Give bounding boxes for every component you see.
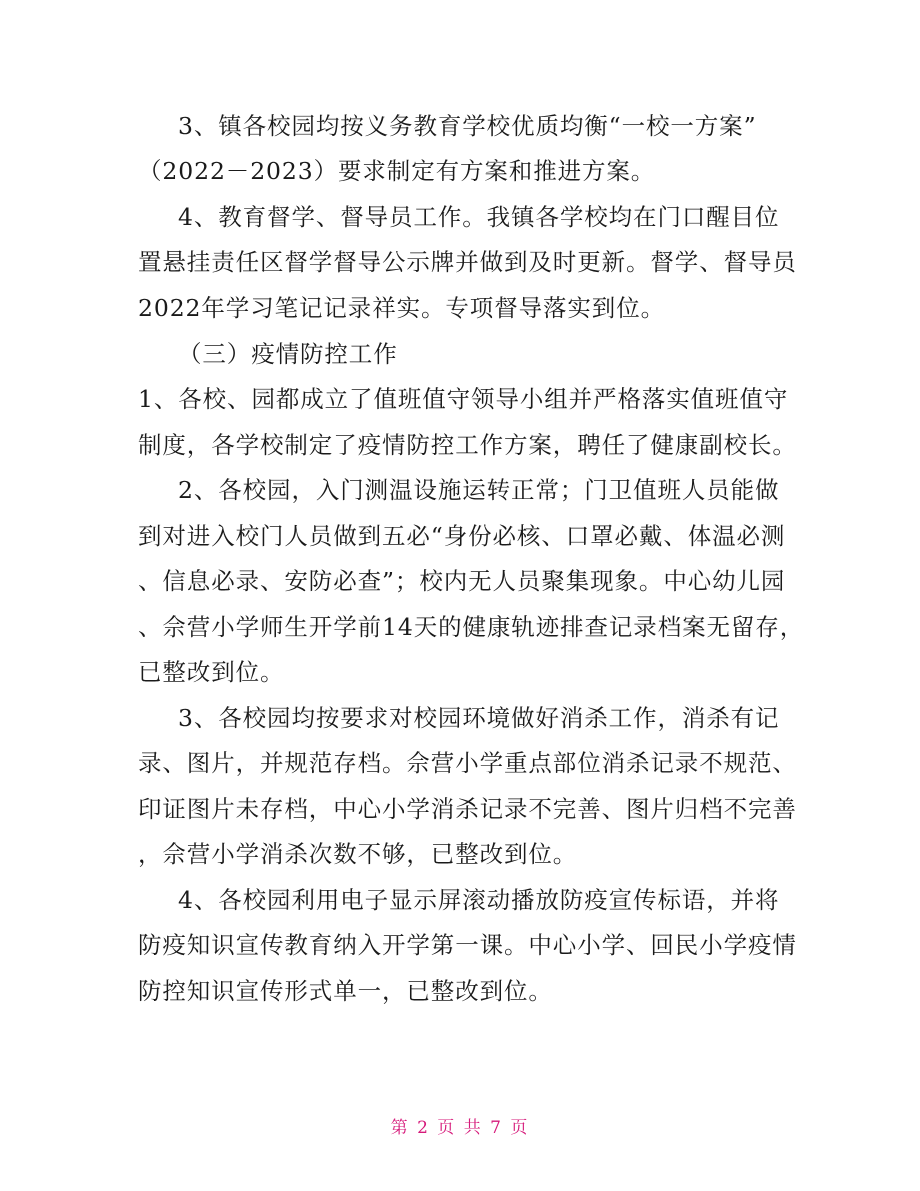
page-number-footer: 第 2 页 共 7 页 — [390, 1118, 530, 1138]
text-line: 2022年学习笔记记录祥实。专项督导落实到位。 — [138, 294, 666, 322]
text-line: 4、各校园利用电子显示屏滚动播放防疫宣传标语，并将 — [178, 886, 780, 914]
section-heading: （三）疫情防控工作 — [178, 340, 398, 368]
text-line: 4、教育督学、督导员工作。我镇各学校均在门口醒目位 — [178, 203, 780, 231]
text-line: 、佘营小学师生开学前14天的健康轨迹排查记录档案无留存， — [138, 613, 805, 641]
text-line: ，佘营小学消杀次数不够，已整改到位。 — [138, 840, 578, 868]
text-line: 置悬挂责任区督学督导公示牌并做到及时更新。督学、督导员 — [138, 248, 797, 276]
text-line: 录、图片，并规范存档。佘营小学重点部位消杀记录不规范、 — [138, 749, 797, 777]
text-line: 到对进入校门人员做到五必“身份必核、口罩必戴、体温必测 — [138, 522, 786, 550]
text-line: 防控知识宣传形式单一，已整改到位。 — [138, 977, 553, 1005]
text-line: 、信息必录、安防必查”；校内无人员聚集现象。中心幼儿园 — [138, 567, 786, 595]
text-line: 3、镇各校园均按义务教育学校优质均衡“一校一方案” — [178, 112, 757, 140]
text-line: 制度，各学校制定了疫情防控工作方案，聘任了健康副校长。 — [138, 431, 797, 459]
text-line: （2022－2023）要求制定有方案和推进方案。 — [138, 157, 656, 185]
text-line: 1、各校、园都成立了值班值守领导小组并严格落实值班值守 — [138, 385, 789, 413]
text-line: 2、各校园，入门测温设施运转正常；门卫值班人员能做 — [178, 476, 780, 504]
text-line: 已整改到位。 — [138, 658, 285, 686]
text-line: 防疫知识宣传教育纳入开学第一课。中心小学、回民小学疫情 — [138, 931, 797, 959]
text-line: 3、各校园均按要求对校园环境做好消杀工作，消杀有记 — [178, 704, 780, 732]
text-line: 印证图片未存档，中心小学消杀记录不完善、图片归档不完善 — [138, 795, 797, 823]
